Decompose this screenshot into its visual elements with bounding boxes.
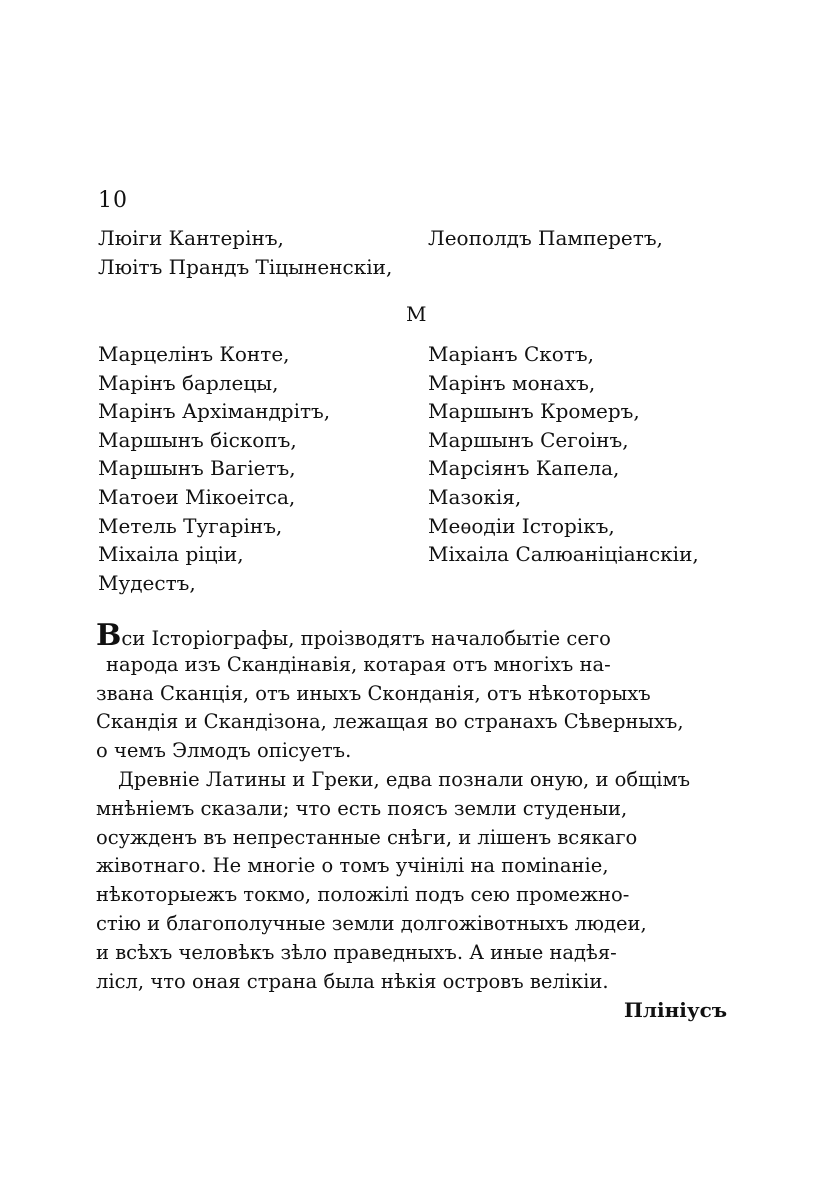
name-entry: Меѳодіи Історікъ,: [428, 513, 615, 538]
m-names-right: [428, 340, 699, 569]
text-line: лісл, что оная страна была нѣкія островъ велікіи.: [96, 969, 609, 993]
name-entry: Марінъ Архімандрітъ,: [98, 399, 331, 424]
text-line: [96, 618, 736, 653]
name-entry: Маріанъ Скотъ,: [428, 342, 594, 366]
name-entry: Міхаіла Салюаніціанскіи,: [428, 542, 699, 567]
first-line-text: си Історіографы, проізводятъ началобытіе сего: [121, 627, 611, 650]
name-entry: Матоеи Мікоеітса,: [98, 484, 296, 509]
paragraph-2: [96, 766, 736, 996]
name-entry: Люітъ Прандъ Тіцыненскіи,: [98, 254, 393, 279]
top-names-left: [98, 224, 392, 281]
text-line: Древніе Латины и Греки, едва познали оную, и общімъ: [118, 768, 691, 791]
text-line: Скандія и Скандізона, лежащая во странахъ Сѣверныхъ,: [96, 710, 684, 734]
name-entry: Маршынъ біскопъ,: [98, 427, 297, 452]
name-entry: Мудестъ,: [98, 570, 196, 595]
text-line: мнѣніемъ сказали; что есть поясъ земли студеныи,: [96, 796, 628, 820]
text-line: нѣкоторыежъ токмо, положілі подъ сею промежно-: [96, 883, 630, 907]
name-entry: Леополдъ Памперетъ,: [428, 226, 663, 250]
name-entry: Маршынъ Сегоінъ,: [428, 427, 629, 452]
text-line: осужденъ въ непрестанные снѣги, и лішенъ всякаго: [96, 825, 638, 849]
catchword: Плініусъ: [624, 998, 728, 1022]
name-entry: Маршынъ Кромеръ,: [428, 399, 640, 424]
paragraph-1: [96, 618, 736, 766]
m-names-left: [98, 340, 330, 597]
text-line: звана Сканція, отъ иныхъ Сконданія, отъ нѣкоторыхъ: [96, 681, 651, 705]
text-line: народа изъ Скандінавія, котарая отъ многіхъ на-: [106, 652, 611, 676]
text-line: о чемъ Элмодъ опісуетъ.: [96, 739, 352, 763]
name-entry: Люіги Кантерінъ,: [98, 226, 284, 250]
name-entry: Міхаіла ріціи,: [98, 542, 244, 567]
name-entry: Марінъ монахъ,: [428, 370, 596, 395]
drop-cap: В: [96, 618, 122, 653]
page-number: 10: [98, 188, 128, 213]
top-names-right: [428, 224, 663, 253]
name-entry: Марцелінъ Конте,: [98, 342, 290, 366]
name-entry: Метель Тугарінъ,: [98, 513, 283, 538]
text-line: стію и благополучные земли долгожівотныхъ людеи,: [96, 911, 647, 935]
text-line: и всѣхъ человѣкъ зѣло праведныхъ. А иные надѣя-: [96, 940, 617, 964]
text-line: жівотнаго. Не многіе о томъ учінілі на поміnаніе,: [96, 854, 609, 878]
name-entry: Марінъ барлецы,: [98, 370, 279, 395]
name-entry: Мазокія,: [428, 484, 522, 509]
section-letter: M: [406, 302, 427, 326]
name-entry: Маршынъ Вагіетъ,: [98, 456, 296, 481]
name-entry: Марсіянъ Капела,: [428, 456, 620, 481]
